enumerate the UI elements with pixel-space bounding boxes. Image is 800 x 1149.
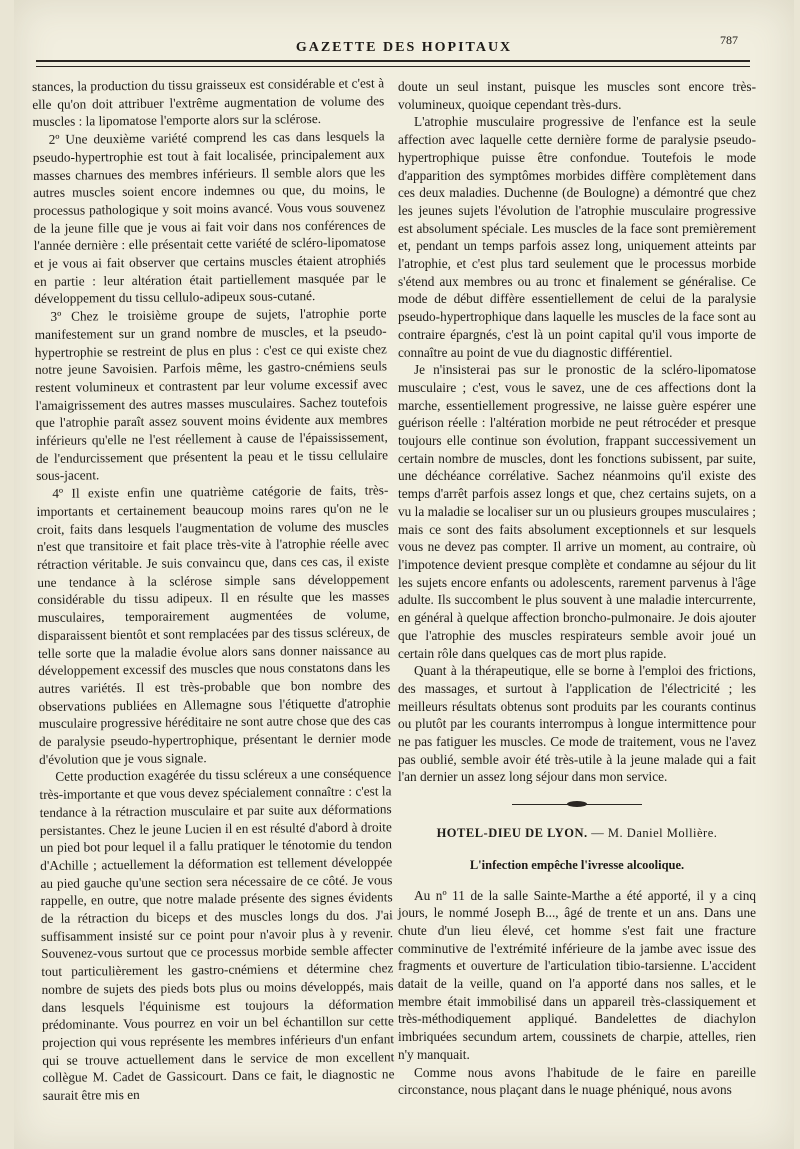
article-subtitle: L'infection empêche l'ivresse alcoolique.	[469, 857, 685, 872]
header-rule	[36, 60, 750, 62]
paragraph: Je n'insisterai pas sur le pronostic de la scléro-lipomatose musculaire ; c'est, vous le savez, une de ces affections dont la marche, essentiellement progressive, ne laisse guère espérer une guérison réelle : l'altération morbide ne peut rétrocéder et presque toujours elle continue son évolution, frappant successivement un certain nombre de muscles, dont les fonctions subissent, par suite, une déchéance corrélative. Sachez néanmoins qu'il existe des temps d'arrêt parfois assez longs et que, chez certains sujets, on a vu la maladie se localiser sur un ou plusieurs groupes musculaires ; mais ce sont des faits absolument exceptionnels et sur lesquels vous ne devez pas compter. Il arrive un moment, au contraire, où l'impotence devient presque complète et condamne au séjour du lit les sujets encore enfants ou adolescents, rarement parvenus à l'âge adulte. Ils succombent le plus souvent à une maladie intercurrente, en général à quelque affection broncho-pulmonaire. Je dois ajouter que l'atrophie des muscles respirateurs semble avoir joué un certain rôle dans quelques cas de mort plus rapide.	[398, 362, 756, 661]
paragraph: L'atrophie musculaire progressive de l'enfance est la seule affection avec laquelle cette dernière forme de paralysie pseudo-hypertrophique puisse être confondue. Toutefois le mode d'apparition des symptômes morbides diffère complètement dans ces deux maladies. Duchenne (de Boulogne) a démontré que chez les jeunes sujets l'évolution de l'atrophie musculaire progressive est absolument spéciale. Les muscles de la face sont premièrement et, pendant un temps parfois assez long, uniquement atteints par l'atrophie, et c'est plus tard seulement que le processus morbide s'étend aux membres ou au tronc et finalement se généralise. Ce mode de début diffère essentiellement de celui de la paralysie pseudo-hypertrophique dans laquelle les muscles de la face sont au contraire épargnés, c'est là un point capital qu'il vous importe de connaître au point de vue du diagnostic différentiel.	[398, 114, 756, 360]
paragraph: 3º Chez le troisième groupe de sujets, l'atrophie porte manifestement sur un grand nombre de muscles, et la pseudo-hypertrophie se restreint de plus en plus : c'est ce qui existe chez notre jeune Savoisien. Parfois même, les gastro-cnémiens seuls restent volumineux et contrastent par leur volume excessif avec l'amaigrissement des autres masses musculaires. Sachez toutefois que l'atrophie paraît assez souvent moins évidente aux membres inférieurs qu'elle ne l'est réellement à cause de l'épaississement, de l'endurcissement que présentent la peau et le tissu cellulaire sous-jacent.	[34, 305, 389, 484]
hospital-name: HOTEL-DIEU DE LYON.	[436, 826, 588, 841]
header-rule-thin	[36, 66, 750, 67]
paragraph: stances, la production du tissu graisseux est considérable et c'est à elle qu'on doit attribuer l'extrême augmentation de volume des muscles : la lipomatose l'emporte alors sur la sclérose.	[32, 75, 385, 130]
paragraph: Au nº 11 de la salle Sainte-Marthe a été apporté, il y a cinq jours, le nommé Joseph B..., âgé de trente et un ans. Dans une chute d'un lieu élevé, cet homme s'est fait une fracture comminutive de l'extrémité inférieure de la jambe avec issue des fragments et ouverture de l'articulation tibio-tarsienne. L'accident datait de la veille, quand on l'a apporté dans nos salles, et le membre était immobilisé dans un appareil très-classiquement et très-méthodiquement appliqué. Bandelettes de diachylon imbriquées secundum artem, coussinets de charpie, attelles, rien n'y manquait.	[398, 887, 756, 1062]
left-column	[32, 74, 395, 1104]
paragraph: Cette production exagérée du tissu scléreux a une conséquence très-importante et que vous devez spécialement connaître : c'est la tendance à la rétraction musculaire et par suite aux déformations persistantes. Chez le jeune Lucien il en est résulté d'abord à droite un pied bot pour lequel il a fallu pratiquer le ténotomie du tendon d'Achille ; actuellement la déformation est tellement développée au pied gauche qu'une section sera nécessaire de ce côté. Je vous rappelle, en outre, que notre malade présente des signes évidents de la rétraction du biceps et des muscles longs du dos. J'ai suffisamment insisté sur ce point pour n'avoir plus à y revenir. Souvenez-vous surtout que ce processus morbide semble affecter tout particulièrement les gastro-cnémiens et détermine chez nombre de sujets des pieds bots plus ou moins développés, mais dans lesquels l'équinisme est toujours la déformation prédominante. Vous pourrez en voir un bel échantillon sur cette projection qui vous représente les membres inférieurs d'un enfant qui se trouve actuellement dans le service de mon excellent collègue M. Cadet de Gassicourt. Dans ce fait, le diagnostic ne saurait être mis en	[39, 765, 395, 1104]
newspaper-page	[14, 0, 794, 1149]
right-column	[398, 78, 756, 1099]
page-number: 787	[720, 33, 738, 47]
paragraph: 4º Il existe enfin une quatrième catégorie de faits, très-importants et certainement beaucoup moins rares qu'on ne le croit, faits dans lesquels l'augmentation de volume des muscles n'est que transitoire et fait place très-vite à l'atrophie réelle avec rétraction véritable. Je suis convaincu que, dans ces cas, il existe une tendance à la sclérose simple sans développement considérable du tissu adipeux. Il en résulte que les masses musculaires, temporairement augmentées de volume, disparaissent bientôt et sont remplacées par des tissus scléreux, de telle sorte que la maladie évolue alors sans donner naissance au développement excessif des muscles que nous constatons dans les autres variétés. Il est très-probable que bon nombre des observations publiées en Allemagne sous l'étiquette d'atrophie musculaire progressive héréditaire ne sont autre chose que des cas de paralysie pseudo-hypertrophique, présentant le dernier mode d'évolution que je vous signale.	[36, 482, 392, 767]
journal-title: GAZETTE DES HOPITAUX	[295, 40, 513, 55]
paragraph: Quant à la thérapeutique, elle se borne à l'emploi des frictions, des massages, et surtout à l'application de l'électricité ; les meilleurs résultats obtenus sont produits par les courants continus ou plutôt par les courants interrompus à longue intermittence pour ne pas fatiguer les muscles. Ce mode de traitement, vous ne l'avez pas oublié, semble avoir été très-utile à la jeune malade qui a fait l'an dernier un assez long séjour dans mon service.	[398, 663, 756, 785]
paragraph: doute un seul instant, puisque les muscles sont encore très-volumineux, quoique cependant très-durs.	[398, 79, 756, 112]
paragraph: Comme nous avons l'habitude de le faire en pareille circonstance, nous plaçant dans le nuage phéniqué, nous avons	[398, 1064, 756, 1098]
section-divider	[512, 804, 642, 805]
section-author: — M. Daniel Mollière.	[591, 826, 718, 841]
section-heading	[398, 825, 756, 843]
paragraph: 2º Une deuxième variété comprend les cas dans lesquels la pseudo-hypertrophie est tout à fait localisée, principalement aux masses charnues des membres inférieurs. Il semble alors que les autres muscles soient encore indemnes ou que, du moins, le processus pathologique y soit moins avancé. Vous vous souvenez de la jeune fille que je vous ai fait voir dans nos conférences de l'année dernière : elle présentait cette variété de scléro-lipomatose et je vous ai fait observer que certains muscles étaient atrophiés en partie : leur altération était partiellement masquée par le développement du tissu cellulo-adipeux sous-cutané.	[32, 128, 387, 307]
